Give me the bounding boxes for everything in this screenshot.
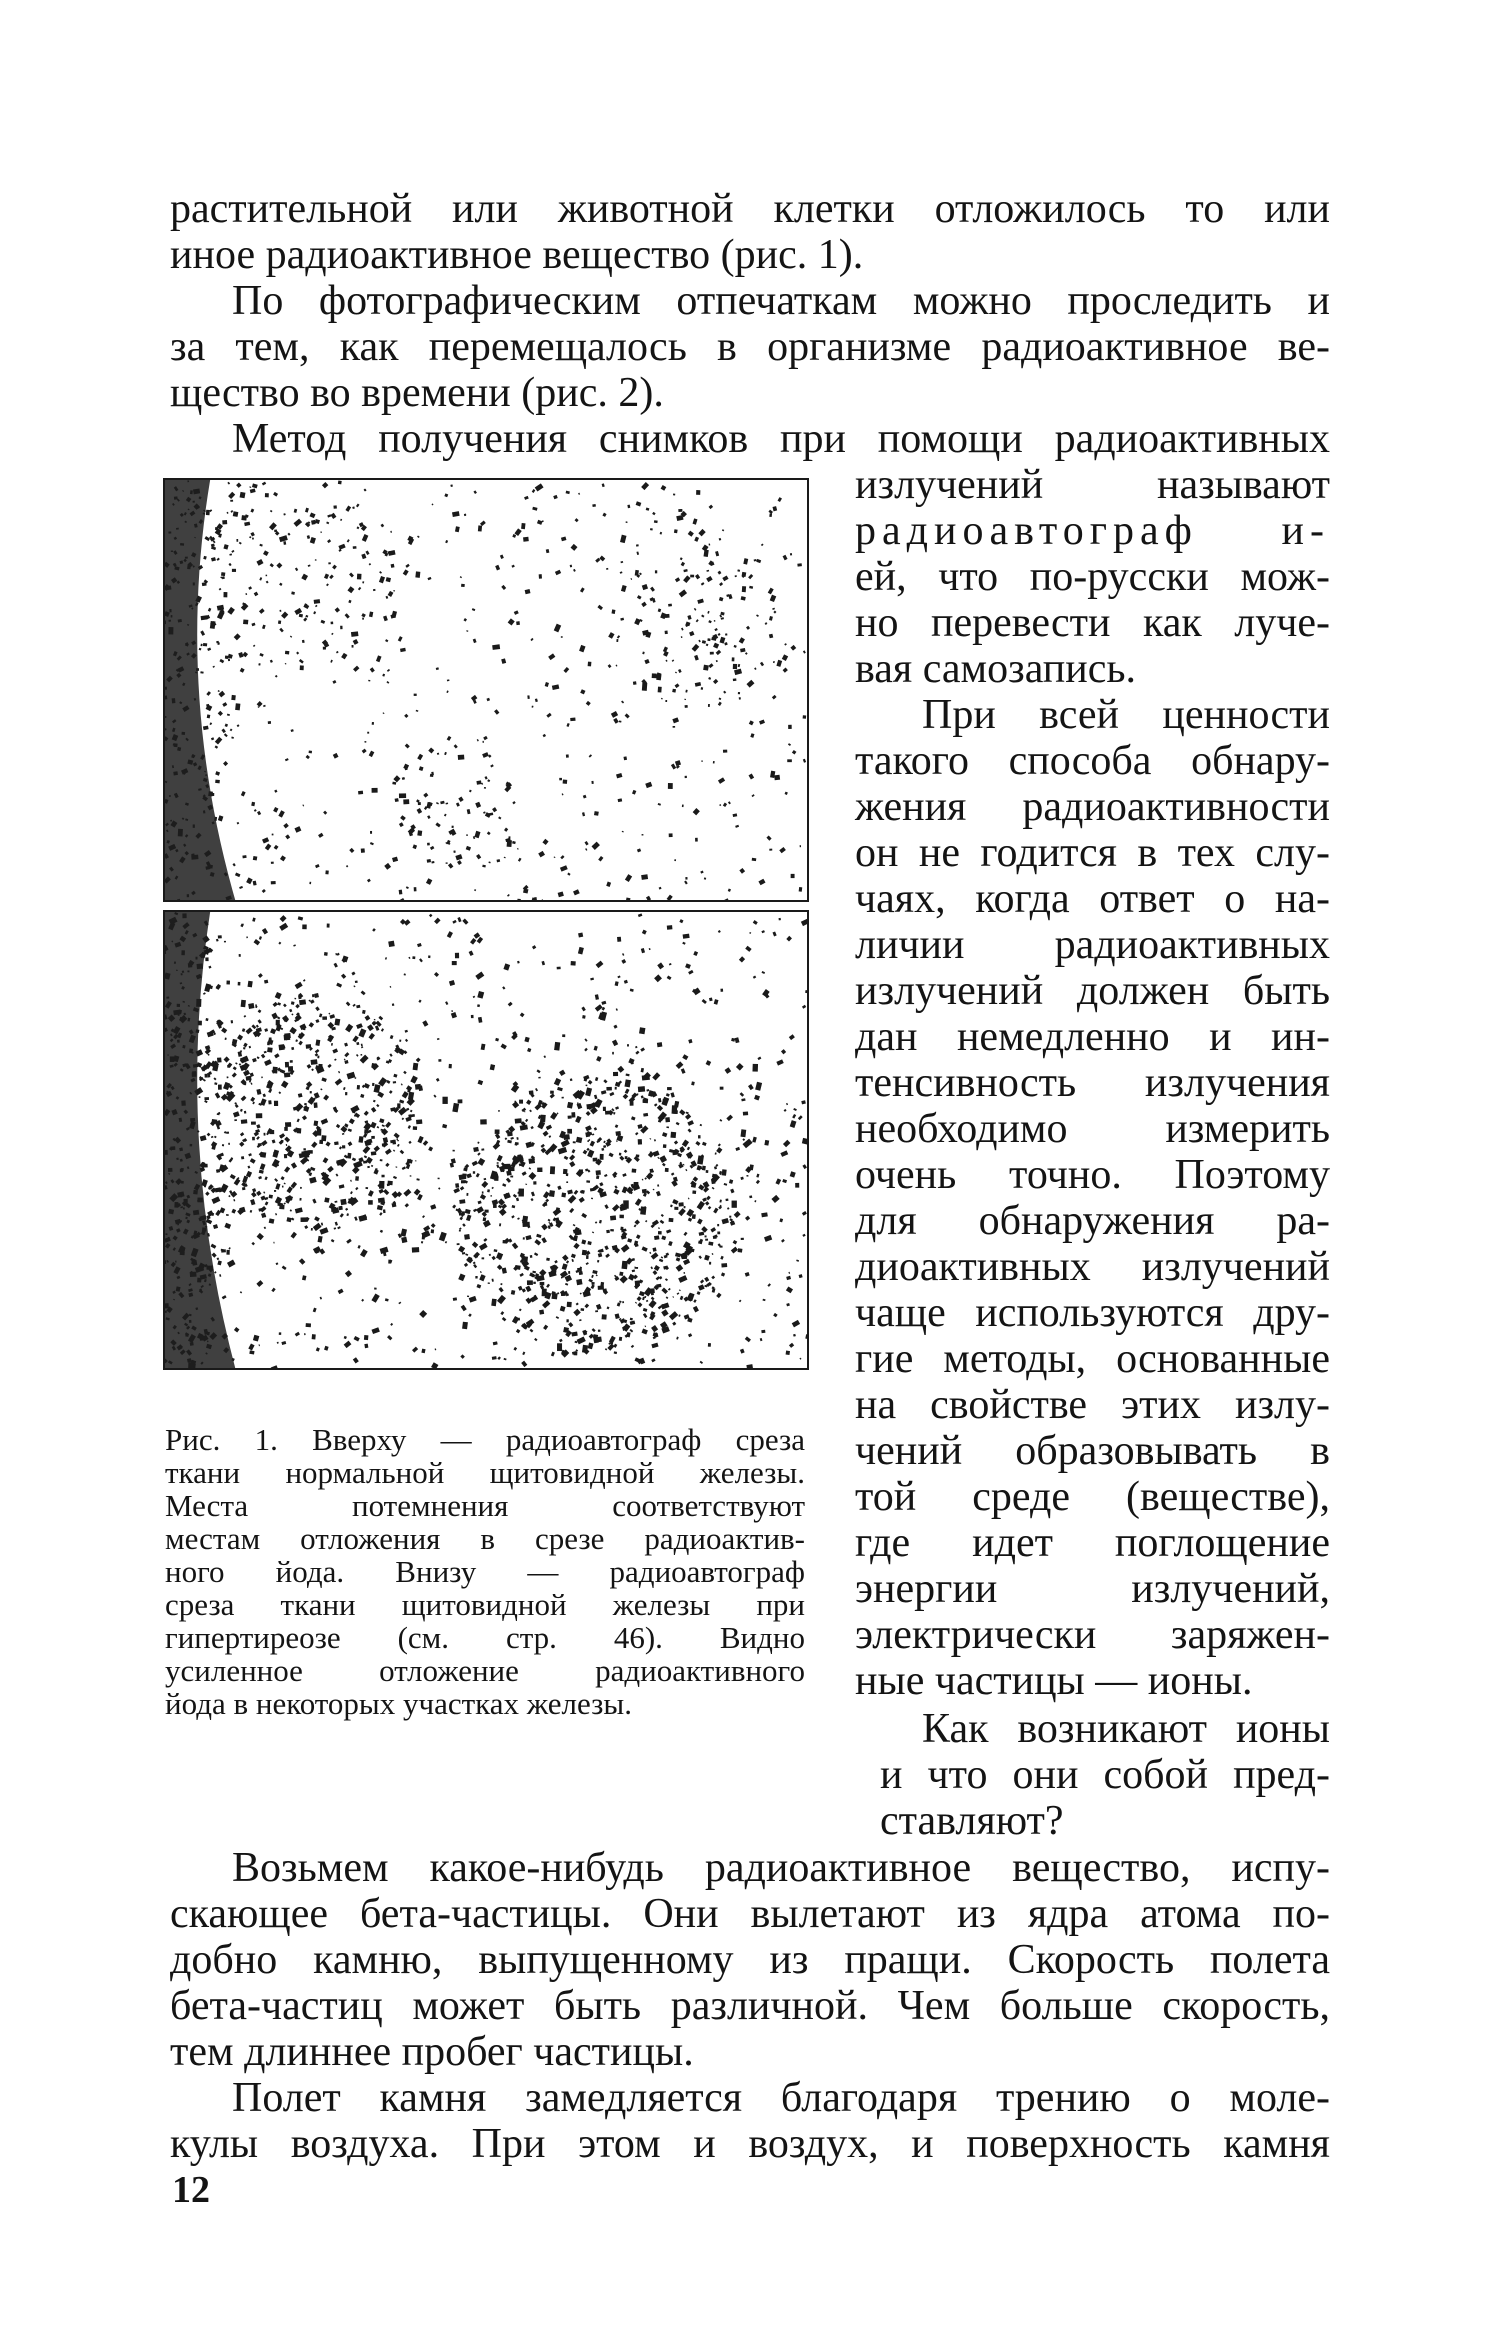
text-line: бета-частиц может быть различной. Чем больше скорость, [170,1983,1330,2029]
text-line: вая самозапись. [855,646,1137,692]
text-line: на свойстве этих излу- [855,1382,1330,1428]
caption-line: йода в некоторых участках железы. [165,1686,632,1721]
text-line: необходимо измерить [855,1106,1330,1152]
text-line: чений образовывать в [855,1428,1330,1474]
text-line: иное радиоактивное вещество (рис. 1). [170,232,864,278]
text-line: ей, что по-русски мож- [855,554,1330,600]
caption-line: Рис. 1. Вверху — радиоавтограф среза [165,1422,805,1457]
text-line: энергии излучений, [855,1566,1330,1612]
caption-line: ткани нормальной щитовидной железы. [165,1455,805,1490]
text-line: Как возникают ионы [922,1706,1330,1752]
text-line: он не годится в тех слу- [855,830,1330,876]
text-line: ные частицы — ионы. [855,1658,1253,1704]
page-number: 12 [172,2169,210,2211]
caption-line: местам отложения в срезе радиоактив- [165,1521,805,1556]
figure-bottom-svg [165,912,807,1368]
caption-line: Места потемнения соответствуют [165,1488,805,1523]
text-line: Полет камня замедляется благодаря трению о моле- [232,2075,1330,2121]
text-line: излучений называют [855,462,1330,508]
text-line: чаще используются дру- [855,1290,1330,1336]
figure-top-svg [165,480,807,900]
text-line: тем длиннее пробег частицы. [170,2029,694,2075]
text-line: для обнаружения ра- [855,1198,1330,1244]
text-line: растительной или животной клетки отложилось то или [170,186,1330,232]
text-line: Метод получения снимков при помощи радиоактивных [232,416,1330,462]
text-line: дан немедленно и ин- [855,1014,1330,1060]
figure-bottom-autoradiograph [163,910,809,1370]
text-line: ставляют? [880,1798,1064,1844]
text-line: за тем, как перемещалось в организме радиоактивное ве- [170,324,1330,370]
text-line: щество во времени (рис. 2). [170,370,664,416]
text-line: и что они собой пред- [880,1752,1330,1798]
text-line: Возьмем какое-нибудь радиоактивное вещество, испу- [232,1845,1330,1891]
text-line: диоактивных излучений [855,1244,1330,1290]
text-line: такого способа обнару- [855,738,1330,784]
text-line: чаях, когда ответ о на- [855,876,1330,922]
text-line: жения радиоактивности [855,784,1330,830]
figure-top-autoradiograph [163,478,809,902]
text-line: гие методы, основанные [855,1336,1330,1382]
text-line: очень точно. Поэтому [855,1152,1330,1198]
text-line: личии радиоактивных [855,922,1330,968]
text-line: скающее бета-частицы. Они вылетают из ядра атома по- [170,1891,1330,1937]
text-line: радиоавтограф и- [855,508,1330,554]
text-line: При всей ценности [922,692,1330,738]
text-line: По фотографическим отпечаткам можно проследить и [232,278,1330,324]
text-line: добно камню, выпущенному из пращи. Скорость полета [170,1937,1330,1983]
text-line: тенсивность излучения [855,1060,1330,1106]
caption-line: гипертиреозе (см. стр. 46). Видно [165,1620,805,1655]
caption-line: среза ткани щитовидной железы при [165,1587,805,1622]
text-line: кулы воздуха. При этом и воздух, и поверхность камня [170,2121,1330,2167]
text-line: где идет поглощение [855,1520,1330,1566]
text-line: электрически заряжен- [855,1612,1330,1658]
text-line: той среде (веществе), [855,1474,1330,1520]
text-line: излучений должен быть [855,968,1330,1014]
caption-line: усиленное отложение радиоактивного [165,1653,805,1688]
text-line: но перевести как луче- [855,600,1330,646]
caption-line: ного йода. Внизу — радиоавтограф [165,1554,805,1589]
